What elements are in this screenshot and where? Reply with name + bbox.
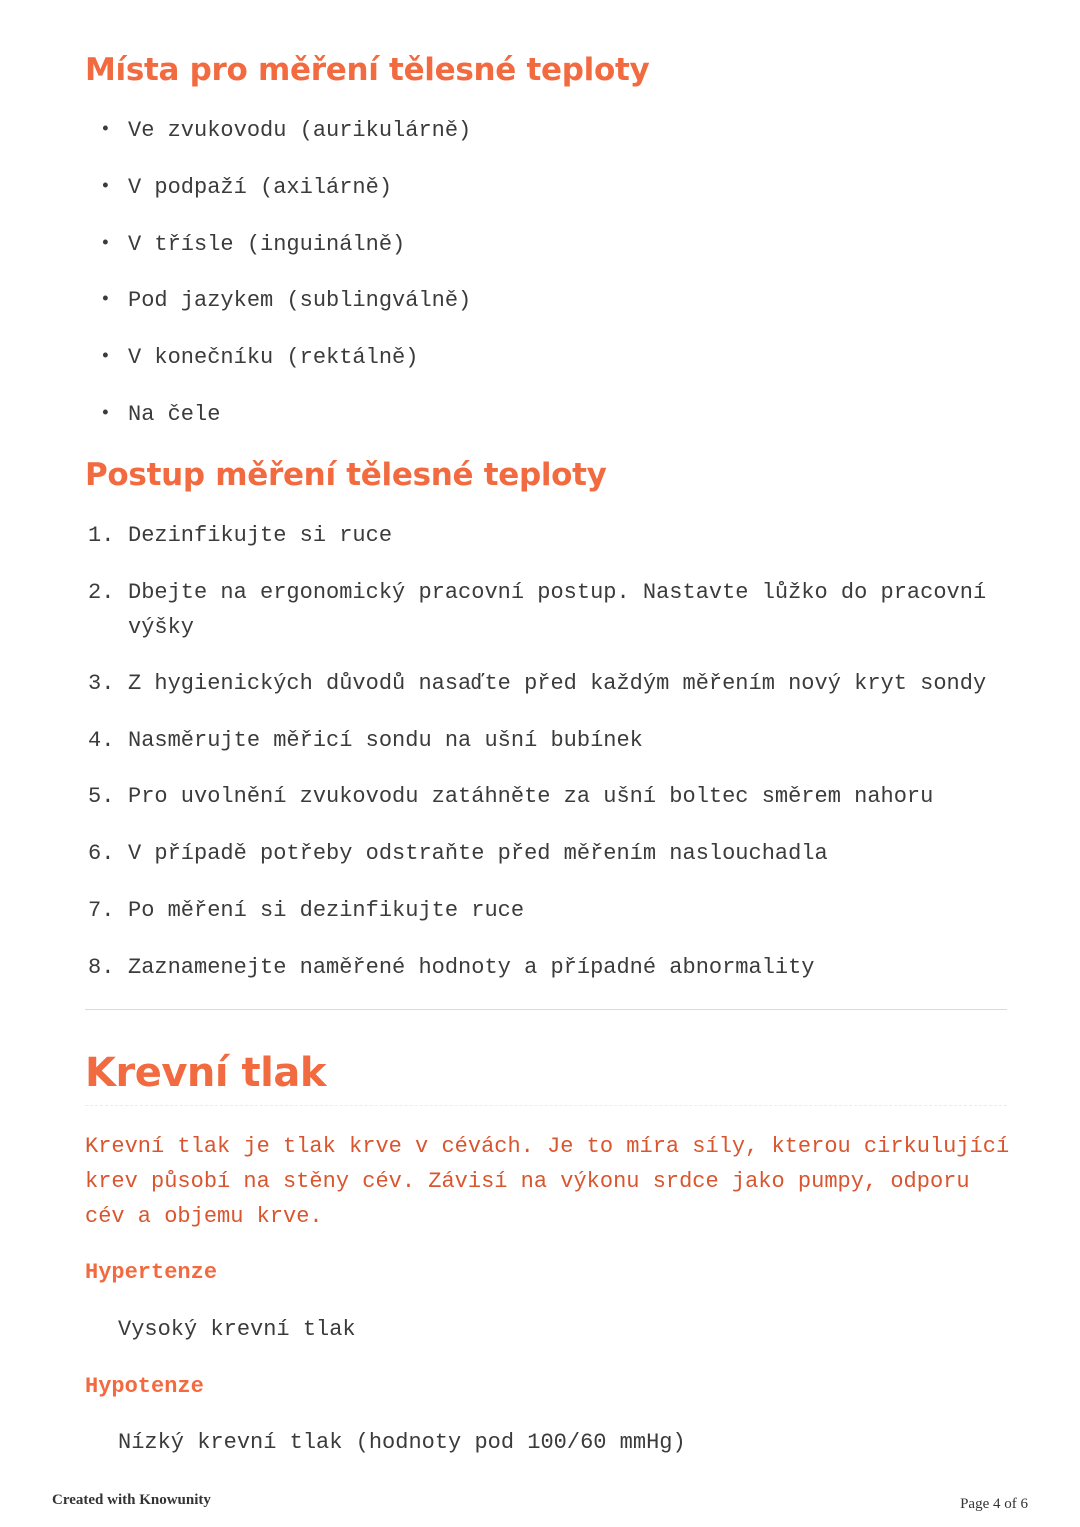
heading-underline (85, 1105, 1007, 1106)
created-with-label: Created with Knowunity (52, 1492, 211, 1508)
step-text: Pro uvolnění zvukovodu zatáhněte za ušní boltec směrem nahoru (128, 784, 934, 809)
bullet-icon: • (100, 347, 111, 367)
step-number: 2. (88, 580, 115, 605)
bullet-icon: • (100, 290, 111, 310)
list-item-text: Na čele (128, 402, 221, 427)
step-number: 4. (88, 728, 115, 753)
step-number: 1. (88, 523, 115, 548)
section-divider (85, 1009, 1007, 1010)
definition-hypotension: Nízký krevní tlak (hodnoty pod 100/60 mmHg) (118, 1430, 686, 1455)
list-item-text: V třísle (inguinálně) (128, 232, 406, 257)
step-number: 7. (88, 898, 115, 923)
step-text: Dezinfikujte si ruce (128, 523, 393, 548)
bullet-icon: • (100, 234, 111, 254)
step-text: Po měření si dezinfikujte ruce (128, 898, 525, 923)
definition-hypertension: Vysoký krevní tlak (118, 1317, 356, 1342)
blood-pressure-intro: Krevní tlak je tlak krve v cévách. Je to míra síly, kterou cirkulující krev působí na stěny cév. Závisí na výkonu srdce jako pumpy, odporu cév a objemu krve. (85, 1134, 1010, 1229)
step-number: 5. (88, 784, 115, 809)
list-item-text: Ve zvukovodu (aurikulárně) (128, 118, 472, 143)
heading-measurement-procedure: Postup měření tělesné teploty (85, 457, 607, 493)
step-text: Zaznamenejte naměřené hodnoty a případné abnormality (128, 955, 815, 980)
step-text: Nasměrujte měřicí sondu na ušní bubínek (128, 728, 643, 753)
list-item-text: Pod jazykem (sublingválně) (128, 288, 472, 313)
list-item-text: V konečníku (rektálně) (128, 345, 419, 370)
bullet-icon: • (100, 120, 111, 140)
heading-blood-pressure: Krevní tlak (85, 1050, 326, 1096)
list-item-text: V podpaží (axilárně) (128, 175, 393, 200)
step-number: 3. (88, 671, 115, 696)
bullet-icon: • (100, 177, 111, 197)
step-number: 8. (88, 955, 115, 980)
step-number: 6. (88, 841, 115, 866)
heading-measurement-places: Místa pro měření tělesné teploty (85, 52, 650, 88)
page-number: Page 4 of 6 (960, 1496, 1028, 1512)
step-text: Z hygienických důvodů nasaďte před každým měřením nový kryt sondy (128, 671, 987, 696)
step-text: Dbejte na ergonomický pracovní postup. Nastavte lůžko do pracovní výšky (128, 580, 987, 640)
term-hypertension: Hypertenze (85, 1260, 218, 1285)
term-hypotension: Hypotenze (85, 1374, 204, 1399)
bullet-icon: • (100, 404, 111, 424)
step-text: V případě potřeby odstraňte před měřením naslouchadla (128, 841, 828, 866)
